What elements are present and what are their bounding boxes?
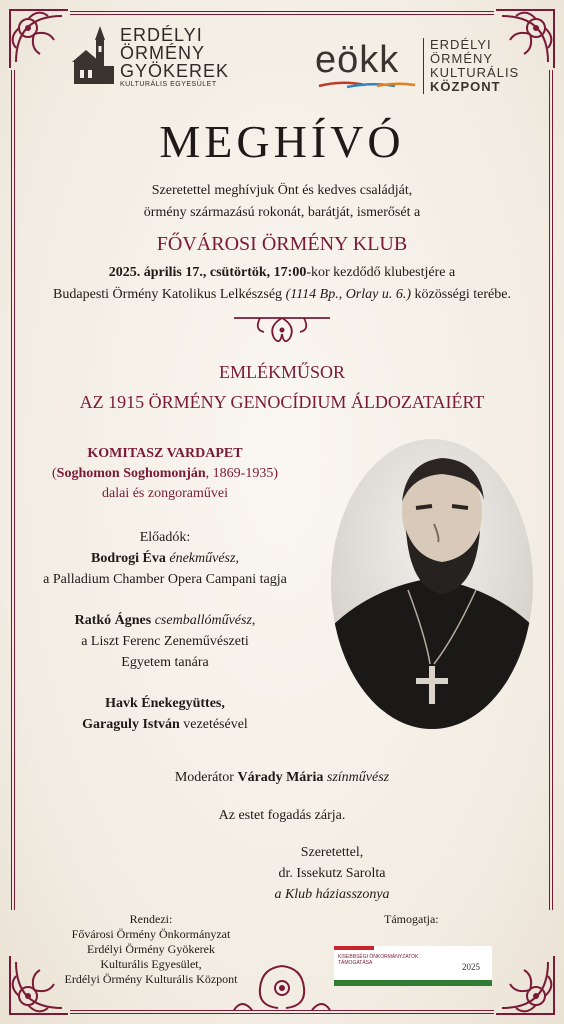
frame-top-line bbox=[70, 11, 494, 12]
composer-name: KOMITASZ VARDAPET bbox=[87, 446, 243, 461]
sponsor-text: KISEBBSÉGI ÖNKORMÁNYZATOK TÁMOGATÁSA bbox=[338, 954, 419, 966]
composer-real-name: Soghomon Soghomonján bbox=[56, 466, 206, 481]
sponsor-green-stripe bbox=[334, 980, 492, 986]
performers-block bbox=[0, 527, 330, 735]
performer2-role: csemballóművész bbox=[154, 613, 252, 628]
event-date: 2025. április 17., csütörtök, 17:00 bbox=[108, 265, 307, 280]
organizer-item-4: Erdélyi Örmény Kulturális Központ bbox=[64, 972, 238, 986]
performer3-name: Havk Énekegyüttes, bbox=[105, 696, 225, 711]
organizers-block bbox=[46, 912, 256, 987]
right-logo-line1: ERDÉLYI bbox=[430, 37, 492, 52]
organizers-heading: Rendezi: bbox=[129, 912, 173, 926]
eokk-logo bbox=[315, 37, 520, 98]
corner-ornament-top-left bbox=[4, 4, 74, 74]
left-logo-line2: ÖRMÉNY bbox=[120, 43, 206, 63]
performer1-role: énekművész bbox=[169, 551, 236, 566]
eokk-color-swoosh bbox=[317, 80, 417, 90]
right-logo-line2: ÖRMÉNY bbox=[430, 51, 494, 66]
left-logo-line4: KULTURÁLIS EGYESÜLET bbox=[120, 81, 217, 88]
organizer-item-2: Erdélyi Örmény Gyökerek bbox=[87, 942, 215, 956]
moderator-prefix: Moderátor bbox=[174, 770, 234, 785]
intro-line1: Szeretettel meghívjuk Önt és kedves családját, bbox=[151, 183, 413, 198]
eokk-divider bbox=[423, 38, 424, 94]
corner-ornament-bottom-right bbox=[490, 950, 560, 1020]
left-logo-line1: ERDÉLYI bbox=[120, 25, 203, 45]
page-title: MEGHÍVÓ bbox=[159, 116, 405, 167]
frame-top-line-inner bbox=[70, 14, 494, 15]
memorial-line2: AZ 1915 ÖRMÉNY GENOCÍDIUM ÁLDOZATAIÉRT bbox=[79, 392, 485, 412]
reception-note: Az estet fogadás zárja. bbox=[218, 808, 346, 823]
komitas-portrait-photo bbox=[330, 438, 535, 730]
moderator-role: színművész bbox=[326, 770, 390, 785]
eokk-brand: eökk bbox=[315, 39, 400, 81]
performer2-name: Ratkó Ágnes bbox=[74, 613, 152, 628]
performer1-name: Bodrogi Éva bbox=[91, 551, 166, 566]
composer-years: , 1869-1935) bbox=[205, 466, 278, 481]
erdelyi-ormeny-gyokerek-logo bbox=[70, 26, 240, 94]
left-logo-line3: GYÖKEREK bbox=[120, 61, 230, 81]
composer-block bbox=[0, 444, 330, 504]
performer1-detail: a Palladium Chamber Opera Campani tagja bbox=[43, 572, 287, 587]
performer2-detail1: a Liszt Ferenc Zeneművészeti bbox=[81, 634, 249, 649]
organizer-item-1: Fővárosi Örmény Önkormányzat bbox=[71, 927, 231, 941]
event-venue-line bbox=[0, 285, 564, 305]
performer3-leader: Garaguly István bbox=[82, 717, 180, 732]
composer-open: ( bbox=[52, 466, 57, 481]
club-name: FŐVÁROSI ÖRMÉNY KLUB bbox=[156, 233, 408, 255]
signature-line2: dr. Issekutz Sarolta bbox=[278, 866, 386, 881]
performer2-detail2: Egyetem tanára bbox=[121, 655, 209, 670]
performer3-leader-line bbox=[0, 714, 330, 735]
performer2-comma: , bbox=[251, 613, 256, 628]
composer-real-name-line bbox=[0, 464, 330, 484]
support-heading: Támogatja: bbox=[384, 912, 439, 926]
intro-line2: örmény származású rokonát, barátját, ismerősét a bbox=[143, 205, 421, 220]
right-logo-line4: KÖZPONT bbox=[430, 79, 501, 94]
performer1-comma: , bbox=[235, 551, 239, 566]
sponsor-logo bbox=[334, 946, 492, 986]
event-date-rest: -kor kezdődő klubestjére a bbox=[306, 265, 456, 280]
performer1-line bbox=[0, 548, 330, 569]
church-icon bbox=[70, 26, 116, 88]
memorial-line1: EMLÉKMŰSOR bbox=[218, 362, 345, 382]
performer3-rest: vezetésével bbox=[183, 717, 248, 732]
event-date-line bbox=[0, 263, 564, 283]
performer2-line bbox=[0, 610, 330, 631]
composer-works: dalai és zongoraművei bbox=[102, 486, 228, 501]
performers-heading: Előadók: bbox=[139, 530, 191, 545]
right-logo-line3: KULTURÁLIS bbox=[430, 65, 520, 80]
organizer-item-3: Kulturális Egyesület, bbox=[100, 957, 202, 971]
sponsor-red-stripe bbox=[334, 946, 374, 950]
event-venue: Budapesti Örmény Katolikus Lelkészség bbox=[53, 287, 283, 302]
event-venue-rest: közösségi terébe. bbox=[414, 287, 511, 302]
moderator-name: Várady Mária bbox=[237, 770, 324, 785]
divider-ornament bbox=[230, 310, 334, 350]
signature-line3: a Klub háziasszonya bbox=[274, 887, 390, 902]
moderator-line bbox=[0, 768, 564, 788]
signature-line1: Szeretettel, bbox=[300, 845, 364, 860]
sponsor-year: 2025 bbox=[462, 962, 480, 972]
event-address: (1114 Bp., Orlay u. 6.) bbox=[285, 287, 412, 302]
